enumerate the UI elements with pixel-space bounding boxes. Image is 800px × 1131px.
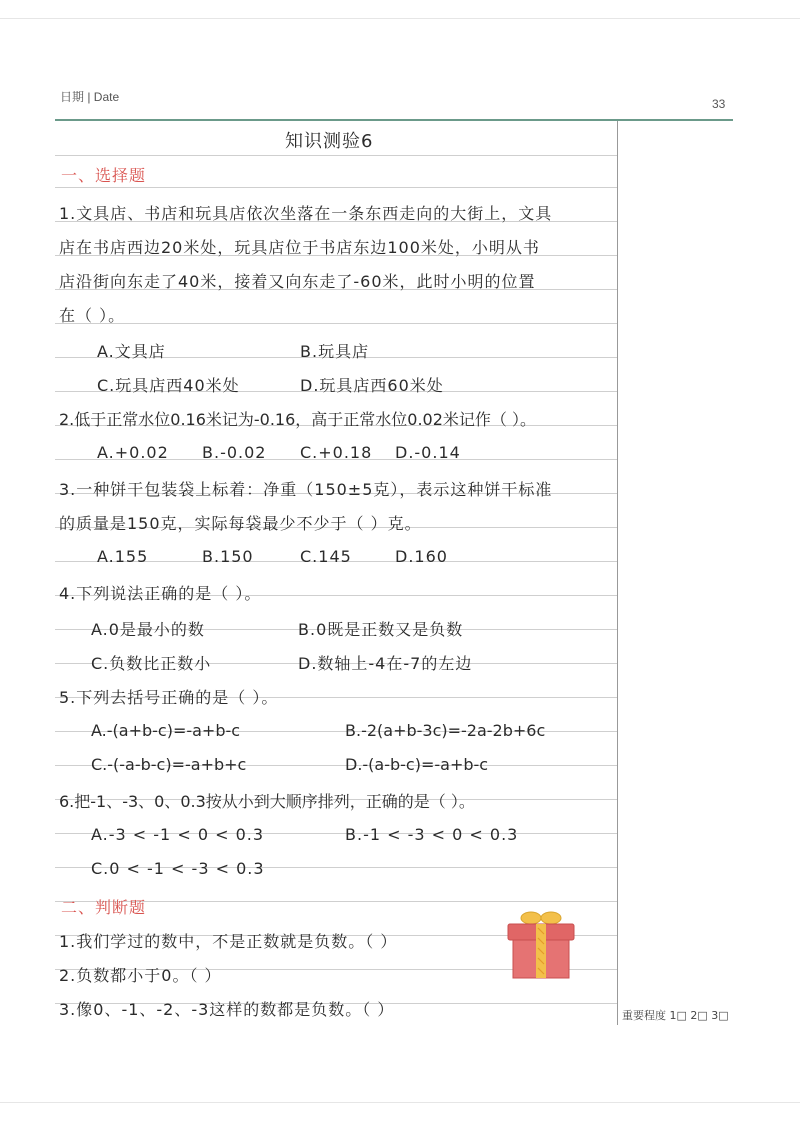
q5-option-d: D.-(a-b-c)=-a+b-c bbox=[345, 755, 489, 774]
q2-option-c: C.+0.18 bbox=[300, 443, 373, 462]
judge-item-1: 1.我们学过的数中，不是正数就是负数。（ ） bbox=[59, 932, 398, 951]
q6-option-b: B.-1 < -3 < 0 < 0.3 bbox=[345, 825, 519, 844]
q6-option-c: C.0 < -1 < -3 < 0.3 bbox=[91, 859, 265, 878]
q3-option-c: C.145 bbox=[300, 547, 352, 566]
section-heading-choice: 一、选择题 bbox=[61, 166, 147, 185]
q2-line1: 2.低于正常水位0.16米记为-0.16，高于正常水位0.02米记作（ ）。 bbox=[59, 410, 537, 429]
q1-option-a: A.文具店 bbox=[97, 342, 166, 361]
q1-line3: 店沿街向东走了40米，接着又向东走了-60米，此时小明的位置 bbox=[59, 272, 536, 291]
q3-option-d: D.160 bbox=[395, 547, 448, 566]
ruled-sheet bbox=[55, 121, 618, 1025]
q1-option-c: C.玩具店西40米处 bbox=[97, 376, 240, 395]
date-label: 日期 | Date bbox=[60, 90, 120, 104]
ruled-line bbox=[55, 155, 617, 156]
scan-edge-bottom bbox=[0, 1102, 800, 1103]
q4-option-c: C.负数比正数小 bbox=[91, 654, 212, 673]
q4-option-d: D.数轴上-4在-7的左边 bbox=[298, 654, 473, 673]
q3-line2: 的质量是150克，实际每袋最少不少于（ ）克。 bbox=[59, 514, 422, 533]
q3-line1: 3.一种饼干包装袋上标着：净重（150±5克），表示这种饼干标准 bbox=[59, 480, 553, 499]
q3-option-b: B.150 bbox=[202, 547, 254, 566]
judge-item-2: 2.负数都小于0。（ ） bbox=[59, 966, 222, 985]
judge-item-3: 3.像0、-1、-2、-3这样的数都是负数。（ ） bbox=[59, 1000, 395, 1019]
q5-option-c: C.-(-a-b-c)=-a+b+c bbox=[91, 755, 247, 774]
q2-option-a: A.+0.02 bbox=[97, 443, 169, 462]
q1-option-d: D.玩具店西60米处 bbox=[300, 376, 444, 395]
importance-rating: 重要程度 1□ 2□ 3□ bbox=[622, 1009, 729, 1022]
ruled-line bbox=[55, 323, 617, 324]
q4-line1: 4.下列说法正确的是（ ）。 bbox=[59, 584, 262, 603]
q2-option-b: B.-0.02 bbox=[202, 443, 267, 462]
q1-line2: 店在书店西边20米处，玩具店位于书店东边100米处，小明从书 bbox=[59, 238, 540, 257]
q5-option-b: B.-2(a+b-3c)=-2a-2b+6c bbox=[345, 721, 546, 740]
page-title: 知识测验6 bbox=[285, 131, 374, 152]
q5-option-a: A.-(a+b-c)=-a+b-c bbox=[91, 721, 241, 740]
q5-line1: 5.下列去括号正确的是（ ）。 bbox=[59, 688, 279, 707]
section-heading-judge: 二、判断题 bbox=[61, 898, 147, 917]
scan-edge-top bbox=[0, 18, 800, 19]
q1-line4: 在（ ）。 bbox=[59, 306, 126, 325]
ruled-line bbox=[55, 187, 617, 188]
q4-option-a: A.0是最小的数 bbox=[91, 620, 205, 639]
q6-option-a: A.-3 < -1 < 0 < 0.3 bbox=[91, 825, 265, 844]
q3-option-a: A.155 bbox=[97, 547, 149, 566]
q4-option-b: B.0既是正数又是负数 bbox=[298, 620, 464, 639]
q2-option-d: D.-0.14 bbox=[395, 443, 461, 462]
q6-line1: 6.把-1、-3、0、0.3按从小到大顺序排列，正确的是（ ）。 bbox=[59, 792, 475, 811]
q1-option-b: B.玩具店 bbox=[300, 342, 370, 361]
gift-box-icon bbox=[505, 908, 577, 980]
q1-line1: 1.文具店、书店和玩具店依次坐落在一条东西走向的大街上，文具 bbox=[59, 204, 553, 223]
page-number: 33 bbox=[712, 97, 726, 111]
